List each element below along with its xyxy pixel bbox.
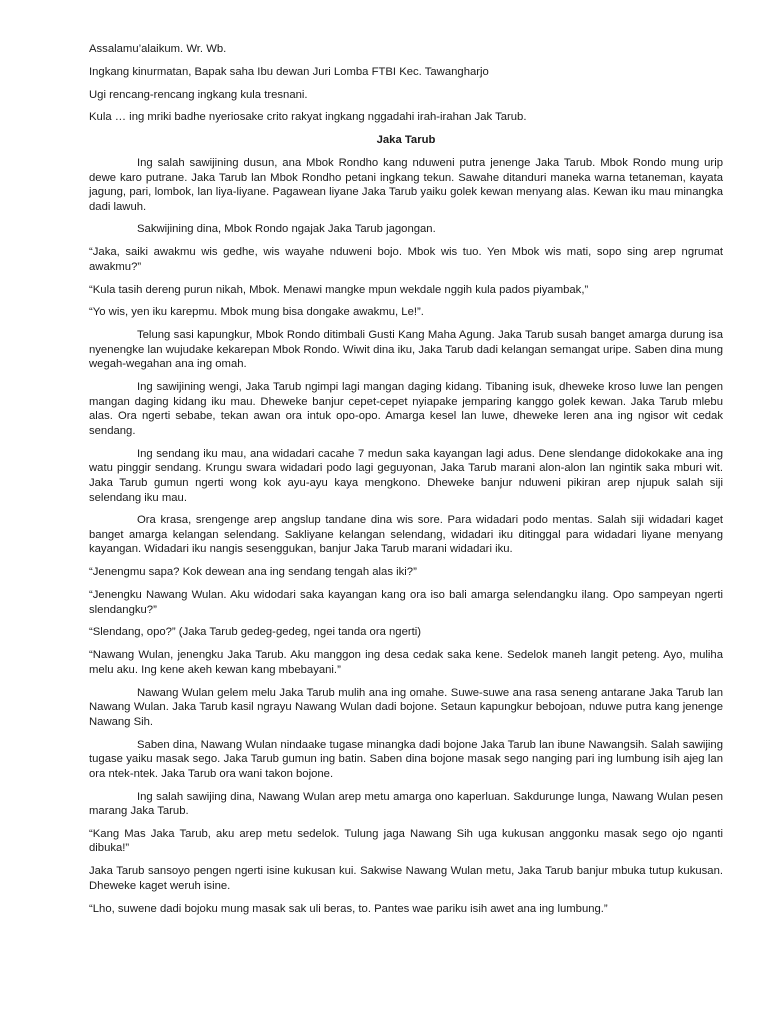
story-title: Jaka Tarub bbox=[376, 134, 436, 147]
story-paragraph: “Kula tasih dereng purun nikah, Mbok. Menawi mangke mpun wekdale nggih kula pados piyambak,” bbox=[89, 283, 589, 296]
story-paragraph: Ing sendang iku mau, ana widadari cacahe 7 medun saka kayangan lagi adus. Dene slendange didokokake ana ing watu pinggir sendang. Krungu swara widadari podo lagi geguyonan, Jaka Tarub marani alon-alon lan ngintik saka mburi wit. Jaka Tarub gumun ngerti wong kok ayu-ayu kaya mengkono. Dheweke banjur nduweni pikiran arep njupuk salah siji selendang iku mau. bbox=[89, 447, 723, 504]
story-paragraph: “Kang Mas Jaka Tarub, aku arep metu sedelok. Tulung jaga Nawang Sih uga kukusan anggonku masak sego ojo nganti dibuka!” bbox=[89, 827, 723, 855]
story-paragraph: “Slendang, opo?” (Jaka Tarub gedeg-gedeg, ngei tanda ora ngerti) bbox=[89, 626, 422, 639]
story-paragraph: “Nawang Wulan, jenengku Jaka Tarub. Aku manggon ing desa cedak saka kene. Sedelok maneh langit peteng. Ayo, muliha melu aku. Ing kene akeh kewan kang mbebayani.” bbox=[89, 649, 723, 676]
greeting-line-4: Kula … ing mriki badhe nyeriosake crito rakyat ingkang nggadahi irah-irahan Jak Tarub. bbox=[89, 111, 527, 124]
greeting-line-2: Ingkang kinurmatan, Bapak saha Ibu dewan Juri Lomba FTBI Kec. Tawangharjo bbox=[89, 65, 489, 78]
story-paragraph: “Lho, suwene dadi bojoku mung masak sak uli beras, to. Pantes wae pariku isih awet ana ing lumbung.” bbox=[89, 902, 608, 915]
greeting-line-1: Assalamu’alaikum. Wr. Wb. bbox=[89, 43, 227, 55]
story-paragraph: “Jenengku Nawang Wulan. Aku widodari saka kayangan kang ora iso bali amarga selendangku ilang. Opo sampeyan ngerti slendangku?” bbox=[89, 589, 723, 616]
story-paragraph: Jaka Tarub sansoyo pengen ngerti isine kukusan kui. Sakwise Nawang Wulan metu, Jaka Tarub banjur mbuka tutup kukusan. Dheweke kaget weruh isine. bbox=[89, 865, 723, 892]
story-paragraph: Sakwijining dina, Mbok Rondo ngajak Jaka Tarub jagongan. bbox=[137, 223, 436, 236]
story-paragraph: Ing sawijining wengi, Jaka Tarub ngimpi lagi mangan daging kidang. Tibaning isuk, dheweke kroso luwe lan pengen mangan daging kidang iku mau. Dheweke banjur cepet-cepet nyiapake jemparing kanggo golek kewan. Jaka Tarub mlebu alas. Ora ngerti sebabe, tekan awan ora intuk opo-opo. Amarga kesel lan luwe, dheweke leren ana ing ngisor wit cedak sendang. bbox=[89, 381, 723, 437]
greeting-line-3: Ugi rencang-rencang ingkang kula tresnani. bbox=[89, 88, 308, 101]
story-paragraph: “Jenengmu sapa? Kok dewean ana ing sendang tengah alas iki?” bbox=[89, 566, 417, 579]
story-paragraph: Ora krasa, srengenge arep angslup tandane dina wis sore. Para widadari podo mentas. Salah siji widadari kaget banget amarga kelangan selendang. Sakliyane kelangan selendang, widadari iku ditinggal para widadari liyane menyang kayangan. Widadari iku nangis sesenggukan, banjur Jaka Tarub marani widadari iku. bbox=[89, 514, 723, 556]
story-paragraph: Ing salah sawijining dusun, ana Mbok Rondho kang nduweni putra jenenge Jaka Tarub. Mbok Rondo mung urip dewe karo putrane. Jaka Tarub lan Mbok Rondho petani ingkang tekun. Sawahe ditanduri maneka warna tetaneman, kayata jagung, pari, lombok, lan liya-liyane. Pagawean liyane Jaka Tarub yaiku golek kewan menyang alas. Kewan iku mau minangka dadi lawuh. bbox=[89, 156, 723, 213]
story-paragraph: Ing salah sawijing dina, Nawang Wulan arep metu amarga ono kaperluan. Sakdurunge lunga, Nawang Wulan pesen marang Jaka Tarub. bbox=[89, 790, 723, 818]
story-paragraph: Telung sasi kapungkur, Mbok Rondo ditimbali Gusti Kang Maha Agung. Jaka Tarub susah banget amarga durung isa nyenengke lan wujudake kekarepan Mbok Rondo. Wiwit dina iku, Jaka Tarub dadi kelangan semangat uripe. Saben dina mung wegah-wegahan ana ing omah. bbox=[89, 329, 723, 371]
story-paragraph: Nawang Wulan gelem melu Jaka Tarub mulih ana ing omahe. Suwe-suwe ana rasa seneng antarane Jaka Tarub lan Nawang Wulan. Jaka Tarub kasil ngrayu Nawang Wulan dadi bojone. Setaun kapungkur bebojoan, nduwe putra kang jenenge Nawang Sih. bbox=[89, 686, 723, 728]
story-body bbox=[89, 156, 723, 916]
story-paragraph: Saben dina, Nawang Wulan nindaake tugase minangka dadi bojone Jaka Tarub lan ibune Nawangsih. Salah sawijing tugase yaiku masak sego. Jaka Tarub gumun ing batin. Saben dina bojone masak sego nanging pari ing lumbung isih ajeg lan ora ntek-ntek. Jaka Tarub ora wani takon bojone. bbox=[89, 738, 723, 780]
document-page bbox=[89, 42, 723, 924]
story-paragraph: “Yo wis, yen iku karepmu. Mbok mung bisa dongake awakmu, Le!”. bbox=[89, 306, 424, 319]
story-paragraph: “Jaka, saiki awakmu wis gedhe, wis wayahe nduweni bojo. Mbok wis tuo. Yen Mbok wis mati, sopo sing arep ngrumat awakmu?” bbox=[89, 246, 723, 273]
